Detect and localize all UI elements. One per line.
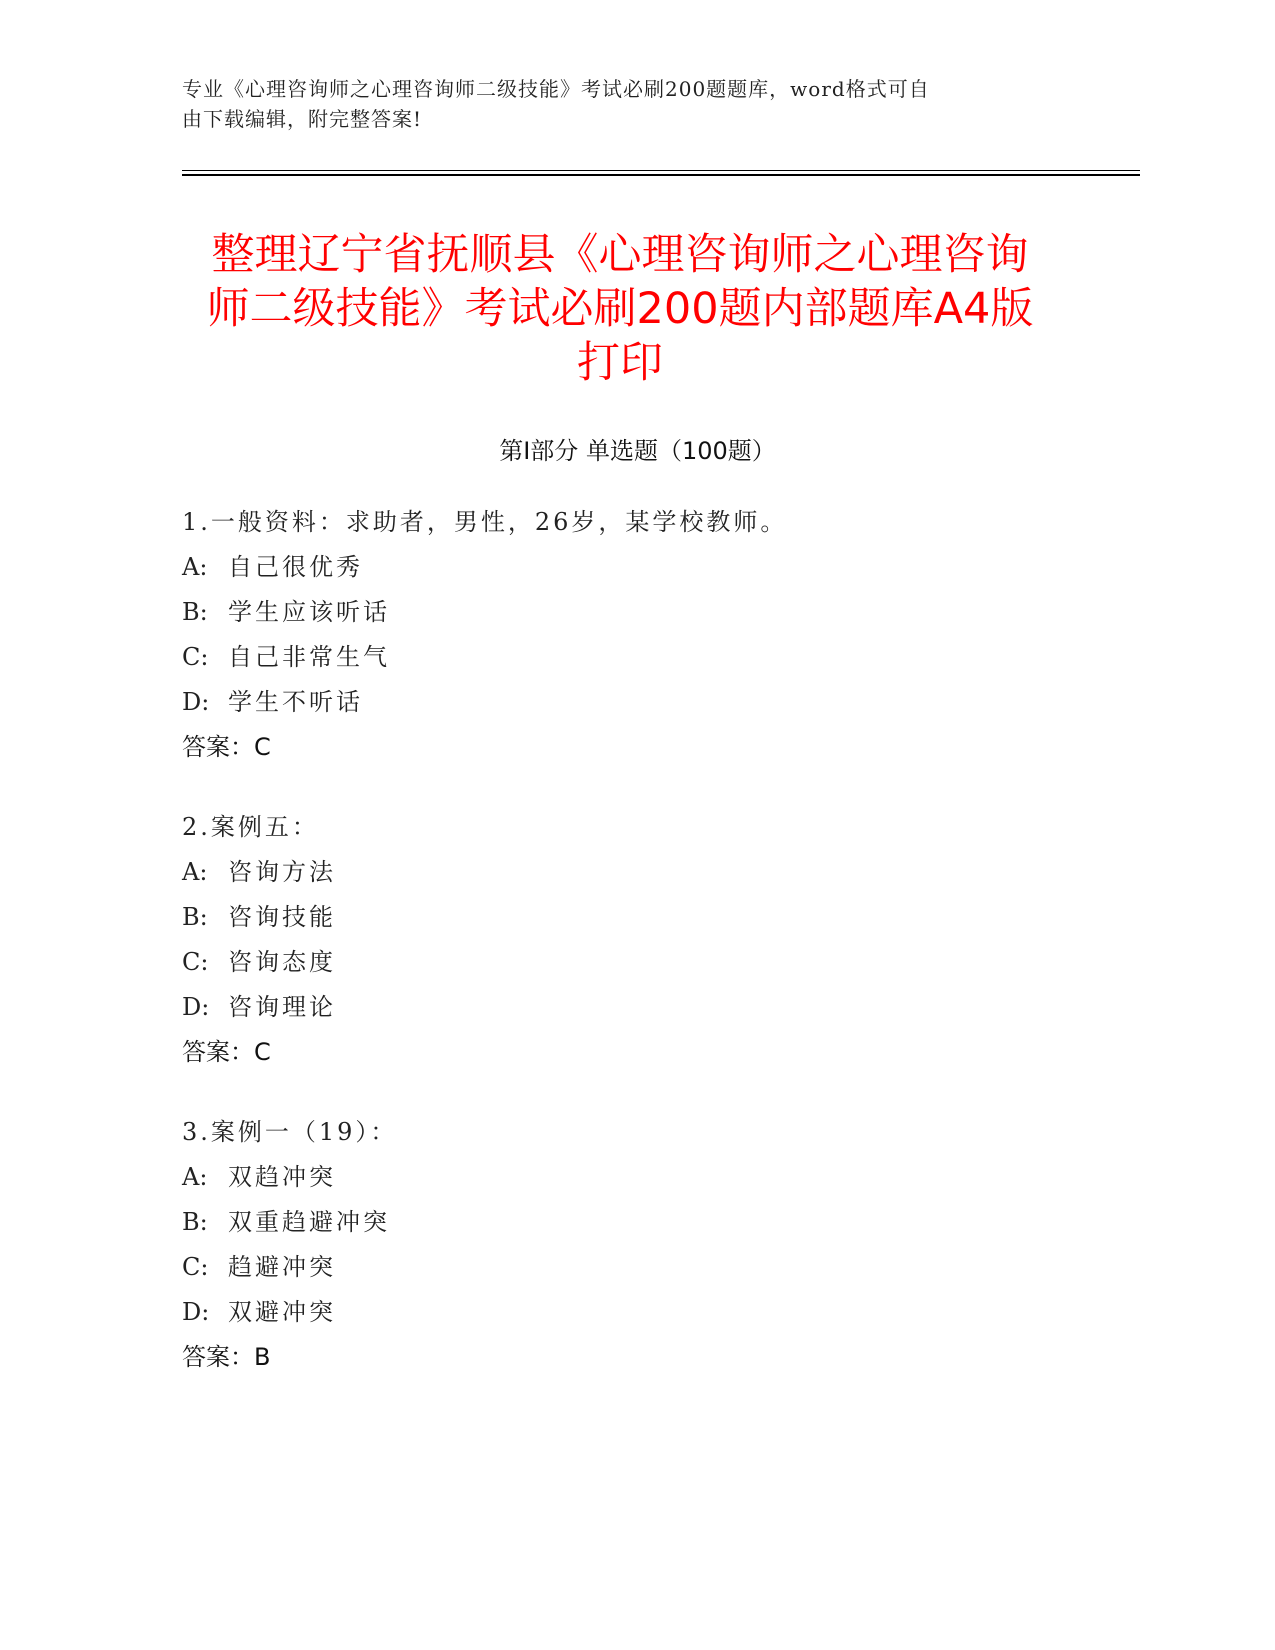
option-b [182,590,1082,635]
option-text: 咨询方法 [228,858,336,886]
option-letter: A: [182,553,208,581]
answer: 答案：C [182,733,271,761]
option-a [182,850,1082,895]
option-letter: D: [182,993,210,1021]
answer: 答案：B [182,1343,271,1371]
option-text: 咨询态度 [228,948,336,976]
title-line-2: 师二级技能》考试必刷200题内部题库A4版 [206,284,1034,334]
option-text: 双趋冲突 [228,1163,336,1191]
header-divider-thick [182,174,1140,176]
option-b [182,1200,1082,1245]
option-text: 双重趋避冲突 [228,1208,390,1236]
option-letter: B: [182,598,208,626]
option-letter: A: [182,1163,208,1191]
header-note-line1: 专业《心理咨询师之心理咨询师二级技能》考试必刷200题题库，word格式可自 [182,77,930,101]
title-line-3: 打印 [577,338,663,388]
question-stem: 3.案例一（19）： [182,1118,398,1146]
option-a [182,545,1082,590]
option-text: 学生应该听话 [228,598,390,626]
option-c [182,940,1082,985]
option-letter: C: [182,948,209,976]
option-letter: C: [182,1253,209,1281]
option-text: 双避冲突 [228,1298,336,1326]
option-a [182,1155,1082,1200]
document-title [160,228,1080,390]
question-stem: 1.一般资料：求助者，男性，26岁，某学校教师。 [182,508,788,536]
option-text: 咨询技能 [228,903,336,931]
option-text: 学生不听话 [228,688,363,716]
option-letter: B: [182,903,208,931]
option-d [182,1290,1082,1335]
question-stem: 2.案例五： [182,813,319,841]
question-3 [182,1110,1082,1380]
option-text: 自己很优秀 [228,553,363,581]
option-d [182,680,1082,725]
header-note [182,74,1062,134]
question-2 [182,805,1082,1075]
option-text: 自己非常生气 [228,643,390,671]
header-note-line2: 由下载编辑，附完整答案! [182,107,423,131]
section-title: 第Ⅰ部分 单选题（100题） [499,437,776,465]
question-1 [182,500,1082,770]
option-text: 咨询理论 [228,993,336,1021]
option-letter: B: [182,1208,208,1236]
option-d [182,985,1082,1030]
option-c [182,1245,1082,1290]
option-letter: A: [182,858,208,886]
option-b [182,895,1082,940]
header-divider-thin [182,170,1140,171]
option-text: 趋避冲突 [228,1253,336,1281]
option-letter: D: [182,688,210,716]
title-line-1: 整理辽宁省抚顺县《心理咨询师之心理咨询 [211,230,1029,280]
option-c [182,635,1082,680]
option-letter: C: [182,643,209,671]
option-letter: D: [182,1298,210,1326]
answer: 答案：C [182,1038,271,1066]
